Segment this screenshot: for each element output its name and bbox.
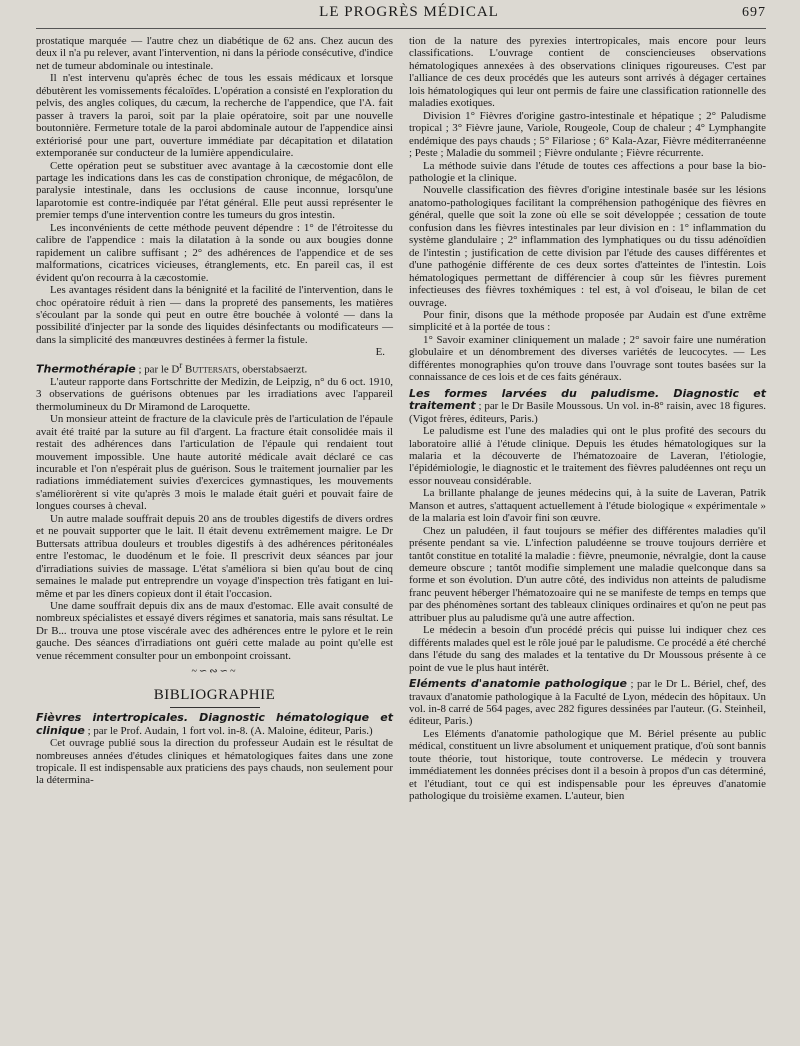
paragraph: Les avantages résident dans la bénignité et la facilité de l'intervention, dans le choc opératoire réduit à rien — dans la propreté des pansements, les matières s'écoulant par la sonde qui peut en outre être bouchée à volonté — dans la possibilité d'injecter par la sonde des liquides désinfectants ou modificateurs — dans la simplicité des manœuvres destinées à fermer la fistule. xyxy=(36,284,393,346)
left-column xyxy=(36,35,393,803)
paragraph: La méthode suivie dans l'étude de toutes ces affections a pour base la bio-pathologie et la clinique. xyxy=(409,159,766,184)
review-heading-thermotherapie xyxy=(36,359,393,376)
review-citation: ; par le Prof. Audain, 1 fort vol. in-8. (A. Maloine, éditeur, Paris.) xyxy=(84,724,373,737)
paragraph: Les Eléments d'anatomie pathologique que M. Bériel présente au public médical, constituent un livre absolument et uniquement pratique, d'où sont bannis toute théorie, tout historique, toute controverse. Le médecin y trouvera immédiatement les données précises dont il a besoin à propos d'un cas déterminé, et l'étudiant, tout ce qui est indispensable pour les épreuves d'anatomie pathologique du troisième examen. L'auteur, bien xyxy=(409,727,766,803)
journal-title: LE PROGRÈS MÉDICAL xyxy=(319,4,499,20)
review-heading-fievres xyxy=(36,712,393,737)
paragraph: prostatique marquée — l'autre chez un diabétique de 62 ans. Chez aucun des deux il n'a pu relever, avant l'intervention, ni dans la période consécutive, d'indice net de tumeur abdominale ou intestinale. xyxy=(36,35,393,72)
paragraph: Les inconvénients de cette méthode peuvent dépendre : 1° de l'étroitesse du calibre de l'appendice : mais la dilatation à la sonde ou aux bougies donne rapidement un calibre suffisant ; 2° des adhérences de l'appendice et de ses malformations, cicatrices vicieuses, étranglements, etc. En pareil cas, il est évident qu'on recourra à la cæcostomie. xyxy=(36,221,393,284)
paragraph: Un monsieur atteint de fracture de la clavicule près de l'articulation de l'épaule avait été traité par la suture au fil d'argent. La fracture était consolidée mais il restait des adhérences dans l'articulation de l'épaule qui rendaient tout mouvement impossible. Une haute autorité médicale avait déclaré ce cas incurable et l'on n'espérait plus de guérison. Sous le traitement journalier par les radiations immédiatement suivies d'exercices gymnastiques, les mouvements s'améliorèrent si vite qu'après 3 mois le malade était guéri et pouvait faire de longues courses à cheval. xyxy=(36,413,393,513)
paragraph: Nouvelle classification des fièvres d'origine intestinale basée sur les lésions anatomo-pathologiques facilitant la compréhension pathogénique des fièvres en général, quelle que soit la zone où elle se soit développée ; cessation de toute confusion dans les fièvres intestinales par leur division en : 1° inflammation du système glandulaire ; 2° inflammation des lymphatiques ou du tissu adénoïdien de l'intestin ; justification de cette division par l'étude des causes différentes et d'une pathogénie différente de ces deux sortes d'atteintes de l'intestin. Lois hématologiques permettant de différencier à coup sûr les fièvres purement infectieuses des fièvres toxhémiques : tel est, à vol d'oiseau, le bilan de cet ouvrage. xyxy=(409,184,766,309)
page-header xyxy=(36,4,766,29)
paragraph: tion de la nature des pyrexies intertropicales, mais encore pour leurs classifications. L'ouvrage contient de consciencieuses observations hématologiques annexées à des observations cliniques rigoureuses. C'est par l'alliance de ces deux procédés que les auteurs sont arrivés à dégager certaines lois hématologiques qui leur ont permis de faire une classification rationnelle des maladies exotiques. xyxy=(409,35,766,110)
paragraph: Cet ouvrage publié sous la direction du professeur Audain est le résultat de nombreuses années d'études cliniques et hématologiques faites dans une zone tropicale. Il est indispensable aux praticiens des pays chauds, non seulement pour la détermina- xyxy=(36,737,393,787)
review-heading-formes-larvees xyxy=(409,388,766,425)
review-citation: ; par le Dr L. Bériel, chef, des travaux d'anatomie pathologique à la Faculté de Lyon, médecin des hôpitaux. Un vol. in-8 carré de 564 pages, avec 282 figures dessinées par l'auteur. (G. Steinheil, éditeur, Paris.) xyxy=(409,678,767,728)
author-rank: , oberstabsaerzt. xyxy=(236,363,308,376)
paragraph: Cette opération peut se substituer avec avantage à la cæcostomie dont elle partage les indications dans les cas de constipation chronique, de mégacôlon, de paralysie intestinale, dans les occlusions de cause inconnue, lorsqu'une laparotomie est contre-indiquée par l'état général. Elle peut aussi représenter le premier temps d'une intervention contre les tumeurs du gros intestin. xyxy=(36,159,393,222)
section-heading: Fièvres intertropicales. Diagnostic hématologique et clinique xyxy=(36,711,393,737)
paragraph: Une dame souffrait depuis dix ans de maux d'estomac. Elle avait consulté de nombreux spécialistes et essayé divers régimes et sanatoria, mais sans résultat. Le Dr B... trouva une ptose viscérale avec des adhérences entre le pylore et le rein gauche. Des séances d'irradiations ont guéri cette malade au point qu'elle est venue récemment consulter pour un embonpoint croissant. xyxy=(36,600,393,662)
section-heading: Eléments d'anatomie pathologique xyxy=(409,677,628,691)
columns xyxy=(36,35,766,803)
paragraph: Chez un paludéen, il faut toujours se méfier des différentes maladies qu'il présente pendant sa vie. L'infection paludéenne se trouve toujours derrière et tantôt constitue en totalité la maladie : fièvre, pneumonie, névralgie, dont la cause demeure obscure ; tantôt modifie simplement une maladie quelconque dans sa forme et son évolution. D'un autre côté, des individus non atteints de paludisme franc peuvent héberger l'hématozoaire qui ne se manifeste de temps en temps que par des phénomènes sortant des tableaux cliniques ordinaires et qu'on ne peut pas attribuer plus au paludisme qu'à une autre affection. xyxy=(409,524,766,624)
section-heading: Les formes larvées du paludisme. Diagnostic et traitement xyxy=(409,386,766,413)
paragraph: 1° Savoir examiner cliniquement un malade ; 2° savoir faire une numération globulaire et un dénombrement des diverses variétés de leucocytes. — Les différentes monographies qu'on trouve dans l'ouvrage sont toutes basées sur la connaissance de ces lois et de ces faits généraux. xyxy=(409,333,766,384)
paragraph: Le médecin a besoin d'un procédé précis qui puisse lui indiquer chez ces différents malades quel est le rôle joué par le paludisme. Ce procédé a été cherché dans l'étude du sang des malades et la tentative du Dr Moussous présente à ce point de vue le plus haut intérêt. xyxy=(409,624,766,674)
paragraph: Division 1° Fièvres d'origine gastro-intestinale et hépatique ; 2° Paludisme tropical ; 3° Fièvre jaune, Variole, Rougeole, Coup de chaleur ; 4° Lymphangite endémique des pays chauds ; 5° Filariose ; 6° Kala-Azar, Fièvre méditerranéenne ; Peste ; Maladie du sommeil ; Fièvre ondulante ; Fièvre récurrente. xyxy=(409,109,766,160)
paragraph: L'auteur rapporte dans Fortschritte der Medizin, de Leipzig, n° du 6 oct. 1910, 3 observations de guérisons obtenues par les irradiations avec l'appareil thermolumineux du Dr Miramond de Laroquette. xyxy=(36,375,393,413)
author-prefix: ; par le D xyxy=(135,363,180,376)
author-title-sup: r xyxy=(179,359,183,370)
ornament-divider: ~∽∾∽~ xyxy=(191,666,238,678)
right-column xyxy=(409,35,766,803)
author-name: Buttersats xyxy=(182,363,237,376)
section-heading: Thermothérapie xyxy=(36,362,136,376)
paragraph: Un autre malade souffrait depuis 20 ans de troubles digestifs de divers ordres et ne pouvait supporter que le lait. Il était devenu extrêmement maigre. Le Dr Buttersats attribua douleurs et troubles digestifs à des adhérences péritonéales entre l'estomac, le duodénum et le foie. Il prescrivit deux séances par jour d'irradiations suivies de massage. L'état s'améliora si bien qu'au bout de cinq semaines le malade put entreprendre un voyage d'inspection très fatigant en lui-même et par les dîners copieux dont il était l'occasion. xyxy=(36,512,393,600)
bibliographie-heading: BIBLIOGRAPHIE xyxy=(153,686,276,703)
paragraph: La brillante phalange de jeunes médecins qui, à la suite de Laveran, Patrik Manson et autres, s'attaquent actuellement à l'étude biologique « expérimentale » de la malaria est loin d'avoir fini son œuvre. xyxy=(409,487,766,525)
paragraph: Le paludisme est l'une des maladies qui ont le plus profité des secours du laboratoire allié à l'étude clinique. Depuis les études hématologiques sur la malaria et la découverte de l'hématozoaire de Laveran, l'étiologie, l'épidémiologie, le diagnostic et le traitement des fièvres paludéennes ont reçu un essor nouveau considérable. xyxy=(409,425,766,487)
paragraph: Il n'est intervenu qu'après échec de tous les essais médicaux et lorsque débutèrent les vomissements fécaloïdes. L'opération a consisté en l'exploration du pelvis, des angles coliques, du cæcum, la recherche de l'appendice, que l'A. fait passer à travers la paroi, soit par la plaie opératoire, soit par une nouvelle boutonnière. Fermeture totale de la paroi abdominale autour de l'appendice ainsi extériorisé pour une part, ouverture immédiate par décapitation et dilatation extemporanée sur conducteur de la lumière appendiculaire. xyxy=(36,72,393,160)
page-number: 697 xyxy=(742,5,766,20)
paragraph: Pour finir, disons que la méthode proposée par Audain est d'une extrême simplicité et à la portée de tous : xyxy=(409,308,766,334)
review-citation: ; par le Dr Basile Moussous. Un vol. in-8° raisin, avec 18 figures. (Vigot frères, éditeurs, Paris.) xyxy=(409,400,766,425)
signature: E. xyxy=(375,346,385,359)
review-heading-elements xyxy=(409,678,766,728)
